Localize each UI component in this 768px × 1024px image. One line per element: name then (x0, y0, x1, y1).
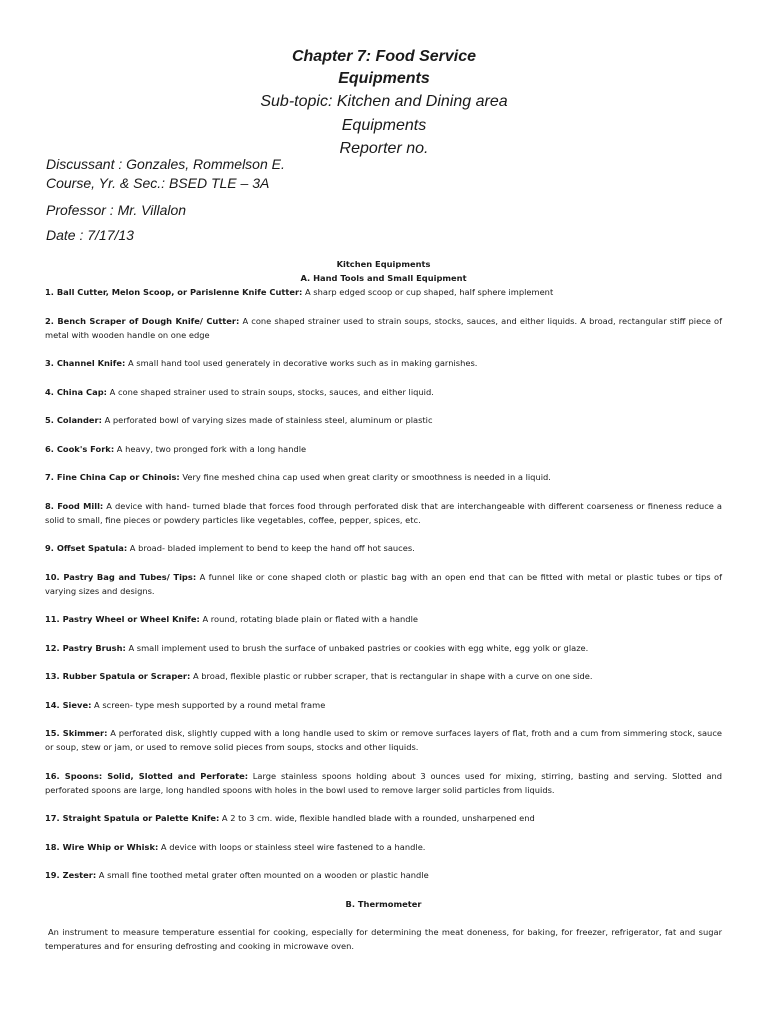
item-description: A small hand tool used generately in decorative works such as in making garnishes. (125, 358, 478, 368)
item-description: A broad- bladed implement to bend to keep the hand off hot sauces. (127, 543, 415, 553)
equipment-list (45, 285, 722, 882)
list-item (45, 385, 722, 399)
item-description: A sharp edged scoop or cup shaped, half sphere implement (302, 287, 554, 297)
item-term: 11. Pastry Wheel or Wheel Knife: (45, 614, 200, 624)
item-term: 12. Pastry Brush: (45, 642, 126, 653)
item-description: A round, rotating blade plain or flated with a handle (199, 614, 418, 624)
item-description: A funnel like or cone shaped cloth or plastic bag with an open end that can be fitted with metal or plastic tubes or tips of varying sizes and designs. (45, 571, 722, 596)
reporter-line: Reporter no. (339, 140, 429, 157)
item-description: Large stainless spoons holding about 3 ounces used for mixing, stirring, basting and serving. Slotted and perforated spoons are large, long handled spoons with holes in the bowl used to remove larger solid particles from liquids. (45, 770, 723, 795)
course: Course, Yr. & Sec.: BSED TLE – 3A (46, 175, 270, 191)
document-body (45, 257, 722, 953)
list-item (45, 726, 722, 754)
list-item (45, 470, 722, 484)
item-term: 16. Spoons: Solid, Slotted and Perforate: (45, 770, 249, 781)
meta-block (46, 155, 285, 245)
item-description: A 2 to 3 cm. wide, flexible handled blade with a rounded, unsharpened end (219, 813, 535, 823)
list-item (45, 541, 722, 555)
list-item (45, 840, 722, 854)
list-item (45, 285, 722, 299)
list-item (45, 698, 722, 712)
item-description: A small fine toothed metal grater often mounted on a wooden or plastic handle (96, 870, 429, 880)
section-title: Kitchen Equipments (336, 259, 431, 269)
item-term: 9. Offset Spatula: (45, 543, 128, 553)
list-item (45, 868, 722, 882)
item-term: 18. Wire Whip or Whisk: (45, 841, 159, 852)
item-description: A cone shaped strainer used to strain soups, stocks, sauces, and either liquids. A broad, rectangular stiff piece of metal with wooden handle on one edge (45, 315, 723, 340)
item-description: A small implement used to brush the surface of unbaked pastries or cookies with egg white, egg yolk or glaze. (125, 642, 589, 653)
item-term: 13. Rubber Spatula or Scraper: (45, 671, 191, 681)
list-item (45, 314, 722, 342)
item-term: 2. Bench Scraper of Dough Knife/ Cutter: (45, 315, 240, 326)
item-term: 14. Sieve: (45, 699, 92, 710)
list-item (45, 356, 722, 370)
list-item (45, 612, 722, 626)
list-item (45, 442, 722, 456)
discussant: Discussant : Gonzales, Rommelson E. (46, 156, 285, 172)
item-term: 5. Colander: (45, 415, 102, 425)
subtopic-line2: Equipments (341, 116, 427, 134)
item-description: A perforated bowl of varying sizes made of stainless steel, aluminum or plastic (101, 415, 433, 425)
item-term: 17. Straight Spatula or Palette Knife: (45, 813, 220, 823)
list-item (45, 499, 722, 527)
item-term: 4. China Cap: (45, 386, 107, 397)
item-description: A perforated disk, slightly cupped with a long handle used to skim or remove surfaces layers of flat, froth and a cum from simmering stock, sauce or soup, stew or jam, or used to remove solid pieces from soups, stocks and other liquids. (45, 728, 722, 752)
item-description: A cone shaped strainer used to strain soups, stocks, sauces, and either liquid. (107, 386, 434, 397)
item-term: 15. Skimmer: (45, 728, 108, 738)
item-description: A screen- type mesh supported by a round metal frame (91, 699, 326, 710)
list-item (45, 570, 722, 598)
item-term: 7. Fine China Cap or Chinois: (45, 472, 180, 482)
list-item (45, 641, 722, 655)
chapter-title-line1: Chapter 7: Food Service (291, 48, 477, 65)
item-description: Very fine meshed china cap used when great clarity or smoothness is needed in a liquid. (179, 472, 551, 482)
date: Date : 7/17/13 (46, 227, 134, 243)
subtopic-line1: Sub-topic: Kitchen and Dining area (260, 93, 508, 110)
title-block (0, 46, 768, 161)
item-term: 8. Food Mill: (45, 500, 104, 511)
professor: Professor : Mr. Villalon (46, 202, 187, 218)
chapter-title-line2: Equipments (338, 70, 430, 87)
item-description: A device with loops or stainless steel wire fastened to a handle. (158, 841, 426, 852)
item-term: 10. Pastry Bag and Tubes/ Tips: (45, 571, 197, 582)
item-description: A device with hand- turned blade that forces food through perforated disk that are interchangeable with different coarseness or fineness reduce a solid to small, fine pieces or powdery particles like vegetables, coffee, pepper, spices, etc. (45, 500, 722, 525)
list-item (45, 413, 722, 427)
list-item (45, 769, 722, 797)
item-term: 3. Channel Knife: (45, 358, 126, 368)
item-description: A broad, flexible plastic or rubber scraper, that is rectangular in shape with a curve on one side. (190, 671, 593, 681)
item-term: 19. Zester: (45, 870, 97, 880)
item-term: 6. Cook's Fork: (45, 443, 115, 454)
item-description: A heavy, two pronged fork with a long handle (114, 443, 307, 454)
list-item (45, 811, 722, 825)
item-term: 1. Ball Cutter, Melon Scoop, or Parislenne Knife Cutter: (45, 287, 303, 297)
thermometer-title: B. Thermometer (345, 898, 422, 909)
subsection-title: A. Hand Tools and Small Equipment (300, 273, 467, 283)
thermometer-text: An instrument to measure temperature essential for cooking, especially for determining the meat doneness, for baking, for freezer, refrigerator, fat and sugar temperatures and for ensuring defrosting and cooking in microwave oven. (45, 927, 722, 951)
list-item (45, 669, 722, 683)
